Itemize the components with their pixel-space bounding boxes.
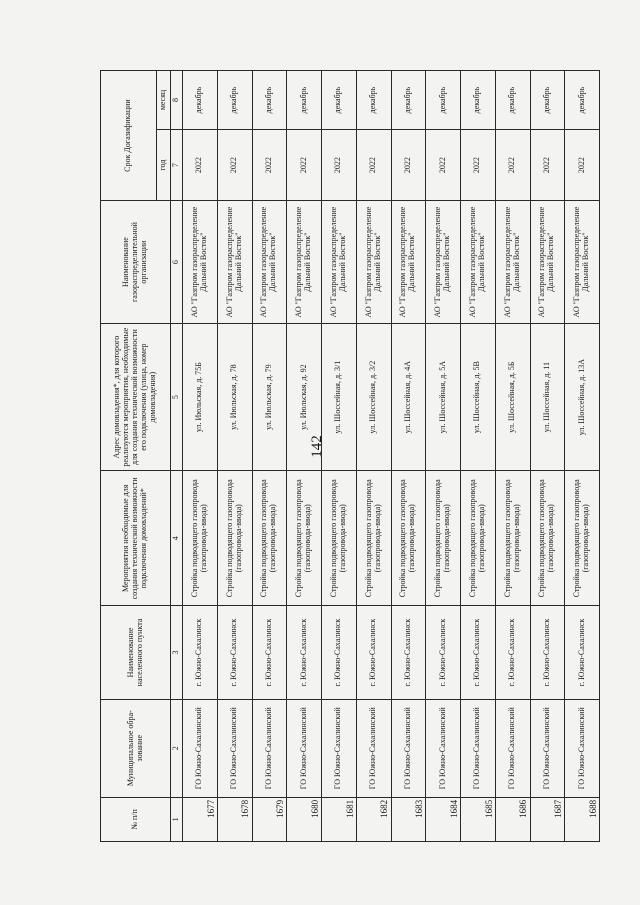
org-cell: АО "Газпром газораспределение Дальний Восток" [322, 201, 357, 324]
municipality-cell: ГО Южно-Сахалинский [287, 699, 322, 797]
header-org: Наименование газораспределительной организации [101, 201, 171, 324]
rotated-table-container [100, 70, 600, 842]
year-cell: 2022 [461, 130, 496, 201]
org-cell: АО "Газпром газораспределение Дальний Восток" [356, 201, 391, 324]
municipality-cell: ГО Южно-Сахалинский [252, 699, 287, 797]
municipality-cell: ГО Южно-Сахалинский [322, 699, 357, 797]
header-address: Адрес домовладения*, для которого реализуются мероприятия, необходимые для создания технической возможности его подключения (улица, номер домовладения) [101, 323, 171, 470]
row-number: 1683 [391, 797, 426, 841]
org-cell: АО "Газпром газораспределение Дальний Восток" [565, 201, 600, 324]
municipality-cell: ГО Южно-Сахалинский [461, 699, 496, 797]
col-number: 4 [171, 471, 183, 606]
year-cell: 2022 [322, 130, 357, 201]
month-cell: декабрь [461, 71, 496, 130]
row-number: 1687 [530, 797, 565, 841]
row-number: 1682 [356, 797, 391, 841]
month-cell: декабрь [183, 71, 218, 130]
address-cell: ул. Шоссейная, д. 3/1 [322, 323, 357, 470]
org-cell: АО "Газпром газораспределение Дальний Восток" [495, 201, 530, 324]
year-cell: 2022 [183, 130, 218, 201]
settlement-cell: г. Южно-Сахалинск [252, 606, 287, 699]
address-cell: ул. Шоссейная, д. 13А [565, 323, 600, 470]
measures-cell: Стройка подводящего газопровода (газопровода-ввода) [252, 471, 287, 606]
month-cell: декабрь [252, 71, 287, 130]
settlement-cell: г. Южно-Сахалинск [322, 606, 357, 699]
measures-cell: Стройка подводящего газопровода (газопровода-ввода) [495, 471, 530, 606]
table-row [391, 71, 426, 842]
address-cell: ул. Июльская, д. 78 [217, 323, 252, 470]
settlement-cell: г. Южно-Сахалинск [565, 606, 600, 699]
col-number: 3 [171, 606, 183, 699]
org-cell: АО "Газпром газораспределение Дальний Восток" [391, 201, 426, 324]
municipality-cell: ГО Южно-Сахалинский [183, 699, 218, 797]
col-number: 1 [171, 797, 183, 841]
address-cell: ул. Июльская, д. 92 [287, 323, 322, 470]
col-number: 2 [171, 699, 183, 797]
org-cell: АО "Газпром газораспределение Дальний Восток" [287, 201, 322, 324]
settlement-cell: г. Южно-Сахалинск [391, 606, 426, 699]
col-number: 8 [171, 71, 183, 130]
measures-cell: Стройка подводящего газопровода (газопровода-ввода) [287, 471, 322, 606]
municipality-cell: ГО Южно-Сахалинский [530, 699, 565, 797]
settlement-cell: г. Южно-Сахалинск [426, 606, 461, 699]
page-number: 142 [308, 435, 325, 458]
header-settlement: Наименование населенного пункта [101, 606, 171, 699]
measures-cell: Стройка подводящего газопровода (газопровода-ввода) [565, 471, 600, 606]
table-row [287, 71, 322, 842]
header-num: № п/п [101, 797, 171, 841]
address-cell: ул. Июльская, д. 79 [252, 323, 287, 470]
address-cell: ул. Шоссейная, д. 5Б [495, 323, 530, 470]
municipality-cell: ГО Южно-Сахалинский [495, 699, 530, 797]
settlement-cell: г. Южно-Сахалинск [217, 606, 252, 699]
year-cell: 2022 [356, 130, 391, 201]
month-cell: декабрь [217, 71, 252, 130]
table-row [183, 71, 218, 842]
measures-cell: Стройка подводящего газопровода (газопровода-ввода) [322, 471, 357, 606]
table-row [495, 71, 530, 842]
address-cell: ул. Шоссейная, д. 11 [530, 323, 565, 470]
table-row [217, 71, 252, 842]
table-row [461, 71, 496, 842]
measures-cell: Стройка подводящего газопровода (газопровода-ввода) [391, 471, 426, 606]
row-number: 1681 [322, 797, 357, 841]
measures-cell: Стройка подводящего газопровода (газопровода-ввода) [217, 471, 252, 606]
month-cell: декабрь [356, 71, 391, 130]
header-municipality: Муниципальное обра-зование [101, 699, 171, 797]
table-row [356, 71, 391, 842]
col-number: 7 [171, 130, 183, 201]
municipality-cell: ГО Южно-Сахалинский [426, 699, 461, 797]
measures-cell: Стройка подводящего газопровода (газопровода-ввода) [183, 471, 218, 606]
month-cell: декабрь [426, 71, 461, 130]
settlement-cell: г. Южно-Сахалинск [530, 606, 565, 699]
year-cell: 2022 [530, 130, 565, 201]
col-number: 5 [171, 323, 183, 470]
year-cell: 2022 [391, 130, 426, 201]
municipality-cell: ГО Южно-Сахалинский [217, 699, 252, 797]
year-cell: 2022 [495, 130, 530, 201]
header-row [101, 71, 157, 842]
municipality-cell: ГО Южно-Сахалинский [356, 699, 391, 797]
gasification-table [100, 70, 600, 842]
month-cell: декабрь [391, 71, 426, 130]
row-number: 1684 [426, 797, 461, 841]
municipality-cell: ГО Южно-Сахалинский [391, 699, 426, 797]
column-number-row [171, 71, 183, 842]
header-deadline: Срок Догазификации [101, 71, 157, 201]
row-number: 1680 [287, 797, 322, 841]
org-cell: АО "Газпром газораспределение Дальний Восток" [183, 201, 218, 324]
settlement-cell: г. Южно-Сахалинск [183, 606, 218, 699]
year-cell: 2022 [287, 130, 322, 201]
address-cell: ул. Шоссейная, д. 4А [391, 323, 426, 470]
month-cell: декабрь [322, 71, 357, 130]
year-cell: 2022 [426, 130, 461, 201]
year-cell: 2022 [217, 130, 252, 201]
col-number: 6 [171, 201, 183, 324]
header-month: месяц [157, 71, 171, 130]
org-cell: АО "Газпром газораспределение Дальний Восток" [461, 201, 496, 324]
table-row [252, 71, 287, 842]
org-cell: АО "Газпром газораспределение Дальний Восток" [426, 201, 461, 324]
org-cell: АО "Газпром газораспределение Дальний Восток" [217, 201, 252, 324]
row-number: 1678 [217, 797, 252, 841]
header-measures: Мероприятия необходимые для создания технической возможности подключения домовладений* [101, 471, 171, 606]
org-cell: АО "Газпром газораспределение Дальний Восток" [252, 201, 287, 324]
settlement-cell: г. Южно-Сахалинск [356, 606, 391, 699]
address-cell: ул. Июльская, д. 75Б [183, 323, 218, 470]
org-cell: АО "Газпром газораспределение Дальний Восток" [530, 201, 565, 324]
address-cell: ул. Шоссейная, д. 3/2 [356, 323, 391, 470]
table-row [565, 71, 600, 842]
month-cell: декабрь [530, 71, 565, 130]
row-number: 1685 [461, 797, 496, 841]
row-number: 1688 [565, 797, 600, 841]
table-body [183, 71, 600, 842]
row-number: 1686 [495, 797, 530, 841]
year-cell: 2022 [252, 130, 287, 201]
address-cell: ул. Шоссейная, д. 5В [461, 323, 496, 470]
table-row [530, 71, 565, 842]
row-number: 1679 [252, 797, 287, 841]
header-year: год [157, 130, 171, 201]
settlement-cell: г. Южно-Сахалинск [495, 606, 530, 699]
measures-cell: Стройка подводящего газопровода (газопровода-ввода) [530, 471, 565, 606]
month-cell: декабрь [495, 71, 530, 130]
municipality-cell: ГО Южно-Сахалинский [565, 699, 600, 797]
measures-cell: Стройка подводящего газопровода (газопровода-ввода) [461, 471, 496, 606]
address-cell: ул. Шоссейная, д. 5А [426, 323, 461, 470]
row-number: 1677 [183, 797, 218, 841]
table-row [322, 71, 357, 842]
settlement-cell: г. Южно-Сахалинск [287, 606, 322, 699]
year-cell: 2022 [565, 130, 600, 201]
table-row [426, 71, 461, 842]
month-cell: декабрь [565, 71, 600, 130]
measures-cell: Стройка подводящего газопровода (газопровода-ввода) [356, 471, 391, 606]
measures-cell: Стройка подводящего газопровода (газопровода-ввода) [426, 471, 461, 606]
month-cell: декабрь [287, 71, 322, 130]
settlement-cell: г. Южно-Сахалинск [461, 606, 496, 699]
